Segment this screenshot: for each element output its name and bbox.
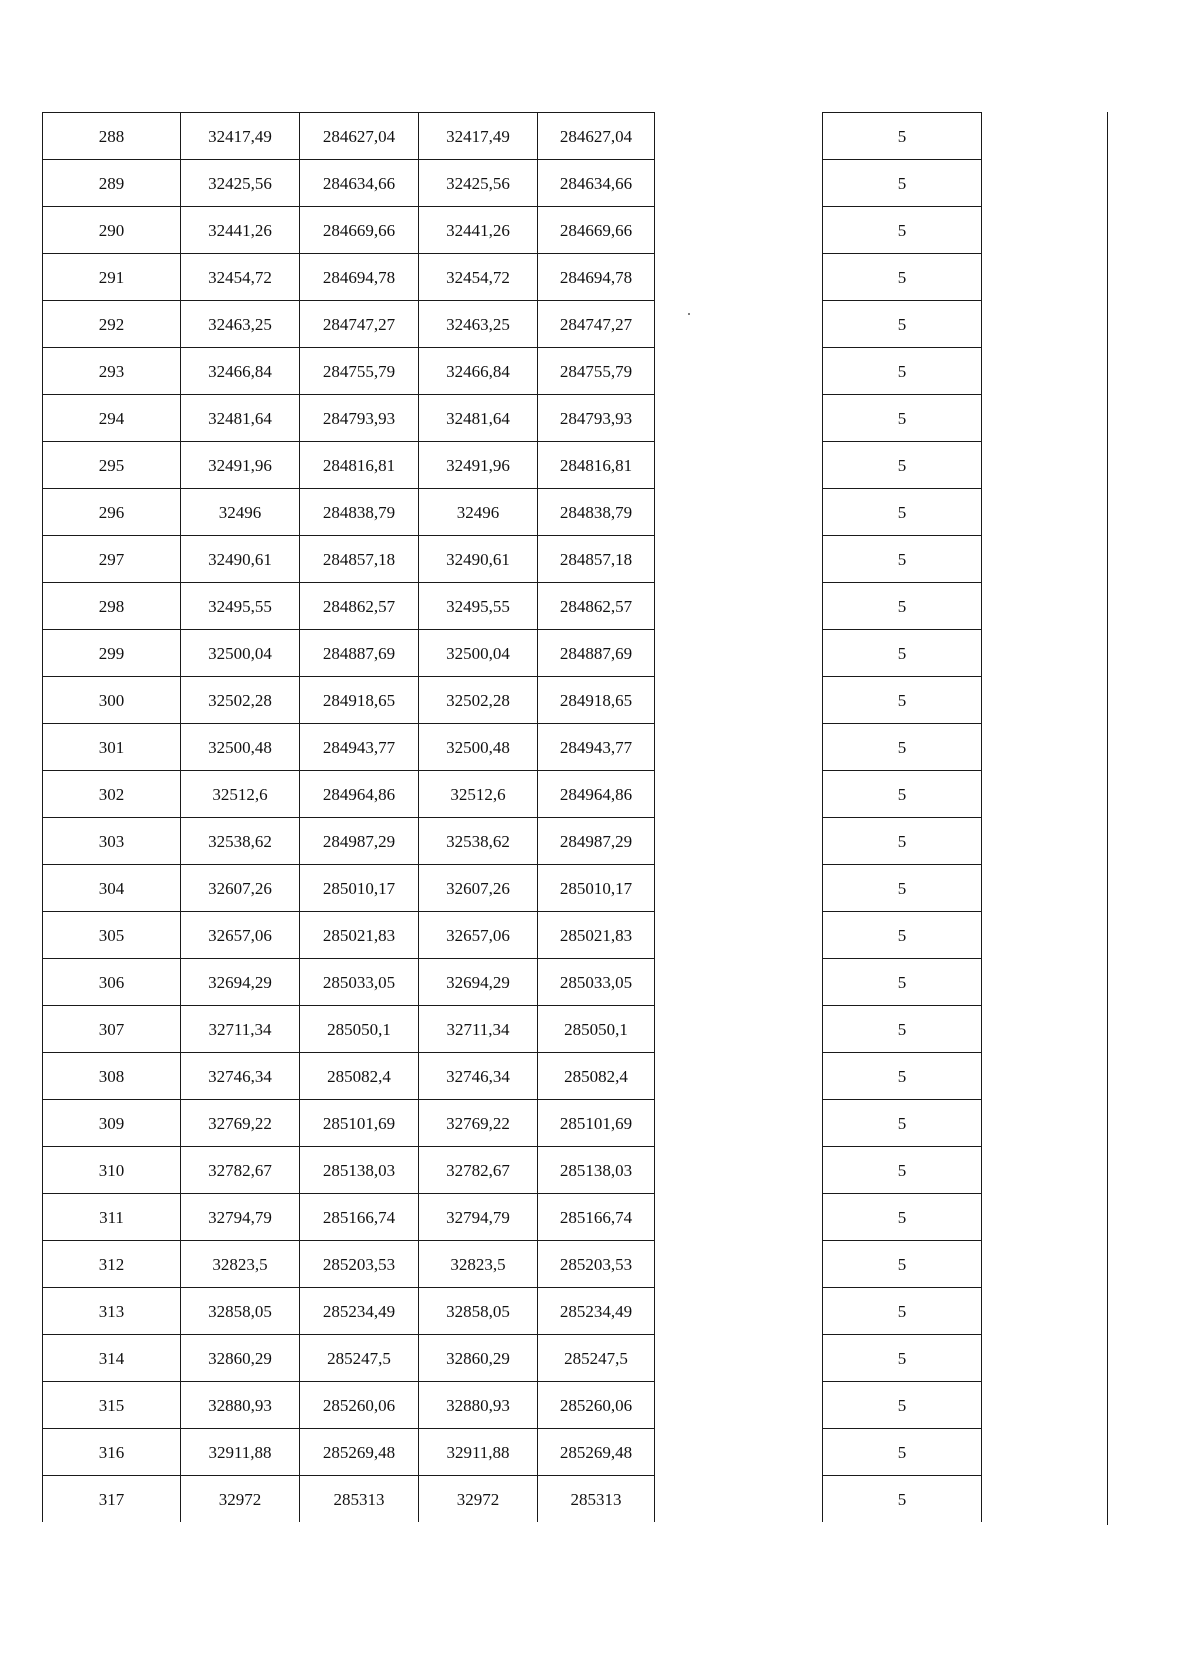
y-coord-cell: 284918,65 (538, 677, 655, 724)
x-coord-cell: 32769,22 (419, 1100, 538, 1147)
x-coord-cell: 32711,34 (181, 1006, 300, 1053)
x-coord-cell: 32502,28 (419, 677, 538, 724)
y-coord-cell: 284857,18 (300, 536, 419, 583)
point-number-cell: 292 (43, 301, 181, 348)
value-cell: 5 (823, 1006, 982, 1053)
y-coord-cell: 284793,93 (538, 395, 655, 442)
y-coord-cell: 284857,18 (538, 536, 655, 583)
table-row (43, 583, 655, 630)
table-row (823, 771, 982, 818)
y-coord-cell: 284964,86 (538, 771, 655, 818)
table-row (43, 160, 655, 207)
x-coord-cell: 32500,48 (181, 724, 300, 771)
x-coord-cell: 32911,88 (419, 1429, 538, 1476)
y-coord-cell: 284747,27 (538, 301, 655, 348)
y-coord-cell: 284627,04 (538, 113, 655, 160)
y-coord-cell: 285260,06 (538, 1382, 655, 1429)
x-coord-cell: 32858,05 (181, 1288, 300, 1335)
y-coord-cell: 284862,57 (538, 583, 655, 630)
x-coord-cell: 32794,79 (181, 1194, 300, 1241)
y-coord-cell: 284755,79 (300, 348, 419, 395)
x-coord-cell: 32495,55 (181, 583, 300, 630)
value-cell: 5 (823, 489, 982, 536)
x-coord-cell: 32496 (181, 489, 300, 536)
y-coord-cell: 285313 (538, 1476, 655, 1523)
x-coord-cell: 32466,84 (181, 348, 300, 395)
x-coord-cell: 32823,5 (419, 1241, 538, 1288)
x-coord-cell: 32538,62 (181, 818, 300, 865)
y-coord-cell: 285021,83 (538, 912, 655, 959)
table-row (43, 301, 655, 348)
point-number-cell: 303 (43, 818, 181, 865)
y-coord-cell: 285269,48 (538, 1429, 655, 1476)
x-coord-cell: 32441,26 (419, 207, 538, 254)
y-coord-cell: 284964,86 (300, 771, 419, 818)
table-row (823, 1194, 982, 1241)
y-coord-cell: 284793,93 (300, 395, 419, 442)
table-row (43, 1194, 655, 1241)
table-row (823, 395, 982, 442)
y-coord-cell: 284943,77 (300, 724, 419, 771)
point-number-cell: 294 (43, 395, 181, 442)
x-coord-cell: 32782,67 (419, 1147, 538, 1194)
point-number-cell: 301 (43, 724, 181, 771)
value-cell: 5 (823, 959, 982, 1006)
table-row (43, 1053, 655, 1100)
y-coord-cell: 284669,66 (538, 207, 655, 254)
x-coord-cell: 32694,29 (181, 959, 300, 1006)
x-coord-cell: 32746,34 (181, 1053, 300, 1100)
table-row (823, 1147, 982, 1194)
point-number-cell: 310 (43, 1147, 181, 1194)
y-coord-cell: 284634,66 (300, 160, 419, 207)
table-row (43, 959, 655, 1006)
point-number-cell: 317 (43, 1476, 181, 1523)
x-coord-cell: 32972 (419, 1476, 538, 1523)
value-cell: 5 (823, 818, 982, 865)
point-number-cell: 316 (43, 1429, 181, 1476)
value-cell: 5 (823, 395, 982, 442)
table-row (823, 1429, 982, 1476)
point-number-cell: 304 (43, 865, 181, 912)
y-coord-cell: 285203,53 (300, 1241, 419, 1288)
x-coord-cell: 32425,56 (181, 160, 300, 207)
y-coord-cell: 284747,27 (300, 301, 419, 348)
y-coord-cell: 284816,81 (538, 442, 655, 489)
table-row (823, 1335, 982, 1382)
y-coord-cell: 284838,79 (300, 489, 419, 536)
table-row (43, 1335, 655, 1382)
x-coord-cell: 32711,34 (419, 1006, 538, 1053)
y-coord-cell: 284627,04 (300, 113, 419, 160)
table-row (43, 818, 655, 865)
x-coord-cell: 32490,61 (419, 536, 538, 583)
x-coord-cell: 32491,96 (419, 442, 538, 489)
y-coord-cell: 285313 (300, 1476, 419, 1523)
y-coord-cell: 285247,5 (300, 1335, 419, 1382)
point-number-cell: 288 (43, 113, 181, 160)
table-row (823, 207, 982, 254)
table-row (823, 254, 982, 301)
x-coord-cell: 32880,93 (181, 1382, 300, 1429)
table-row (43, 536, 655, 583)
point-number-cell: 314 (43, 1335, 181, 1382)
table-row (823, 1476, 982, 1523)
value-cell: 5 (823, 724, 982, 771)
x-coord-cell: 32491,96 (181, 442, 300, 489)
table-row (43, 865, 655, 912)
value-cell: 5 (823, 1100, 982, 1147)
y-coord-cell: 284694,78 (538, 254, 655, 301)
x-coord-cell: 32538,62 (419, 818, 538, 865)
table-row (43, 395, 655, 442)
y-coord-cell: 284669,66 (300, 207, 419, 254)
point-number-cell: 291 (43, 254, 181, 301)
table-row (823, 536, 982, 583)
point-number-cell: 298 (43, 583, 181, 630)
y-coord-cell: 285033,05 (300, 959, 419, 1006)
table-row (823, 818, 982, 865)
table-row (43, 1006, 655, 1053)
x-coord-cell: 32782,67 (181, 1147, 300, 1194)
table-row (43, 912, 655, 959)
y-coord-cell: 285082,4 (538, 1053, 655, 1100)
value-cell: 5 (823, 348, 982, 395)
table-row (43, 771, 655, 818)
x-coord-cell: 32860,29 (181, 1335, 300, 1382)
point-number-cell: 299 (43, 630, 181, 677)
x-coord-cell: 32823,5 (181, 1241, 300, 1288)
x-coord-cell: 32972 (181, 1476, 300, 1523)
y-coord-cell: 285138,03 (300, 1147, 419, 1194)
table-row (823, 677, 982, 724)
value-cell: 5 (823, 1382, 982, 1429)
x-coord-cell: 32746,34 (419, 1053, 538, 1100)
x-coord-cell: 32500,04 (419, 630, 538, 677)
x-coord-cell: 32495,55 (419, 583, 538, 630)
table-row (823, 160, 982, 207)
value-cell: 5 (823, 912, 982, 959)
y-coord-cell: 284755,79 (538, 348, 655, 395)
y-coord-cell: 285082,4 (300, 1053, 419, 1100)
point-number-cell: 305 (43, 912, 181, 959)
x-coord-cell: 32694,29 (419, 959, 538, 1006)
x-coord-cell: 32454,72 (419, 254, 538, 301)
y-coord-cell: 284634,66 (538, 160, 655, 207)
table-row (43, 1100, 655, 1147)
y-coord-cell: 284987,29 (300, 818, 419, 865)
table-row (43, 1429, 655, 1476)
scan-speck (688, 313, 690, 315)
x-coord-cell: 32463,25 (419, 301, 538, 348)
x-coord-cell: 32466,84 (419, 348, 538, 395)
y-coord-cell: 285203,53 (538, 1241, 655, 1288)
table-row (43, 677, 655, 724)
y-coord-cell: 285166,74 (538, 1194, 655, 1241)
x-coord-cell: 32441,26 (181, 207, 300, 254)
point-number-cell: 309 (43, 1100, 181, 1147)
x-coord-cell: 32769,22 (181, 1100, 300, 1147)
value-table (822, 112, 982, 1522)
table-row (43, 348, 655, 395)
x-coord-cell: 32481,64 (419, 395, 538, 442)
y-coord-cell: 285101,69 (300, 1100, 419, 1147)
value-cell: 5 (823, 630, 982, 677)
value-cell: 5 (823, 1241, 982, 1288)
y-coord-cell: 285138,03 (538, 1147, 655, 1194)
x-coord-cell: 32496 (419, 489, 538, 536)
point-number-cell: 296 (43, 489, 181, 536)
table-row (823, 442, 982, 489)
value-cell: 5 (823, 1194, 982, 1241)
table-row (823, 301, 982, 348)
right-border-line (1107, 112, 1108, 1525)
table-row (823, 113, 982, 160)
value-cell: 5 (823, 1476, 982, 1523)
value-cell: 5 (823, 583, 982, 630)
table-row (43, 630, 655, 677)
x-coord-cell: 32860,29 (419, 1335, 538, 1382)
y-coord-cell: 284918,65 (300, 677, 419, 724)
y-coord-cell: 285010,17 (300, 865, 419, 912)
table-row (823, 912, 982, 959)
table-row (823, 1053, 982, 1100)
x-coord-cell: 32454,72 (181, 254, 300, 301)
y-coord-cell: 285247,5 (538, 1335, 655, 1382)
table-row (43, 442, 655, 489)
y-coord-cell: 284987,29 (538, 818, 655, 865)
y-coord-cell: 285234,49 (300, 1288, 419, 1335)
value-table-body (823, 113, 982, 1523)
y-coord-cell: 285234,49 (538, 1288, 655, 1335)
point-number-cell: 295 (43, 442, 181, 489)
y-coord-cell: 285021,83 (300, 912, 419, 959)
value-cell: 5 (823, 1429, 982, 1476)
value-cell: 5 (823, 1335, 982, 1382)
value-cell: 5 (823, 1147, 982, 1194)
y-coord-cell: 284694,78 (300, 254, 419, 301)
point-number-cell: 315 (43, 1382, 181, 1429)
y-coord-cell: 285260,06 (300, 1382, 419, 1429)
table-row (43, 1147, 655, 1194)
point-number-cell: 302 (43, 771, 181, 818)
value-cell: 5 (823, 160, 982, 207)
table-row (43, 1476, 655, 1523)
table-row (43, 1241, 655, 1288)
x-coord-cell: 32911,88 (181, 1429, 300, 1476)
point-number-cell: 312 (43, 1241, 181, 1288)
y-coord-cell: 285166,74 (300, 1194, 419, 1241)
y-coord-cell: 285010,17 (538, 865, 655, 912)
x-coord-cell: 32657,06 (181, 912, 300, 959)
value-cell: 5 (823, 207, 982, 254)
x-coord-cell: 32481,64 (181, 395, 300, 442)
point-number-cell: 289 (43, 160, 181, 207)
point-number-cell: 293 (43, 348, 181, 395)
y-coord-cell: 285101,69 (538, 1100, 655, 1147)
y-coord-cell: 285269,48 (300, 1429, 419, 1476)
value-cell: 5 (823, 1288, 982, 1335)
x-coord-cell: 32607,26 (181, 865, 300, 912)
x-coord-cell: 32607,26 (419, 865, 538, 912)
value-cell: 5 (823, 301, 982, 348)
x-coord-cell: 32500,04 (181, 630, 300, 677)
table-row (823, 489, 982, 536)
x-coord-cell: 32490,61 (181, 536, 300, 583)
table-row (823, 1288, 982, 1335)
table-row (823, 724, 982, 771)
point-number-cell: 307 (43, 1006, 181, 1053)
y-coord-cell: 285050,1 (300, 1006, 419, 1053)
table-row (43, 1382, 655, 1429)
table-row (823, 348, 982, 395)
point-number-cell: 300 (43, 677, 181, 724)
value-cell: 5 (823, 771, 982, 818)
value-cell: 5 (823, 1053, 982, 1100)
x-coord-cell: 32502,28 (181, 677, 300, 724)
x-coord-cell: 32858,05 (419, 1288, 538, 1335)
point-number-cell: 297 (43, 536, 181, 583)
x-coord-cell: 32417,49 (181, 113, 300, 160)
table-row (43, 1288, 655, 1335)
value-cell: 5 (823, 536, 982, 583)
point-number-cell: 313 (43, 1288, 181, 1335)
value-cell: 5 (823, 113, 982, 160)
x-coord-cell: 32512,6 (419, 771, 538, 818)
coordinates-table (42, 112, 655, 1522)
x-coord-cell: 32512,6 (181, 771, 300, 818)
table-row (43, 254, 655, 301)
point-number-cell: 308 (43, 1053, 181, 1100)
table-row (43, 489, 655, 536)
table-row (823, 583, 982, 630)
y-coord-cell: 285033,05 (538, 959, 655, 1006)
y-coord-cell: 284887,69 (300, 630, 419, 677)
point-number-cell: 311 (43, 1194, 181, 1241)
point-number-cell: 290 (43, 207, 181, 254)
table-row (43, 724, 655, 771)
x-coord-cell: 32463,25 (181, 301, 300, 348)
y-coord-cell: 284816,81 (300, 442, 419, 489)
value-cell: 5 (823, 254, 982, 301)
x-coord-cell: 32880,93 (419, 1382, 538, 1429)
y-coord-cell: 285050,1 (538, 1006, 655, 1053)
value-cell: 5 (823, 677, 982, 724)
table-row (823, 1006, 982, 1053)
table-row (823, 630, 982, 677)
x-coord-cell: 32425,56 (419, 160, 538, 207)
table-row (823, 1241, 982, 1288)
y-coord-cell: 284887,69 (538, 630, 655, 677)
table-row (43, 207, 655, 254)
table-row (43, 113, 655, 160)
point-number-cell: 306 (43, 959, 181, 1006)
table-row (823, 1100, 982, 1147)
y-coord-cell: 284838,79 (538, 489, 655, 536)
value-cell: 5 (823, 865, 982, 912)
y-coord-cell: 284943,77 (538, 724, 655, 771)
value-cell: 5 (823, 442, 982, 489)
x-coord-cell: 32794,79 (419, 1194, 538, 1241)
table-row (823, 1382, 982, 1429)
x-coord-cell: 32657,06 (419, 912, 538, 959)
coordinates-table-body (43, 113, 655, 1523)
table-row (823, 865, 982, 912)
y-coord-cell: 284862,57 (300, 583, 419, 630)
x-coord-cell: 32417,49 (419, 113, 538, 160)
x-coord-cell: 32500,48 (419, 724, 538, 771)
table-row (823, 959, 982, 1006)
